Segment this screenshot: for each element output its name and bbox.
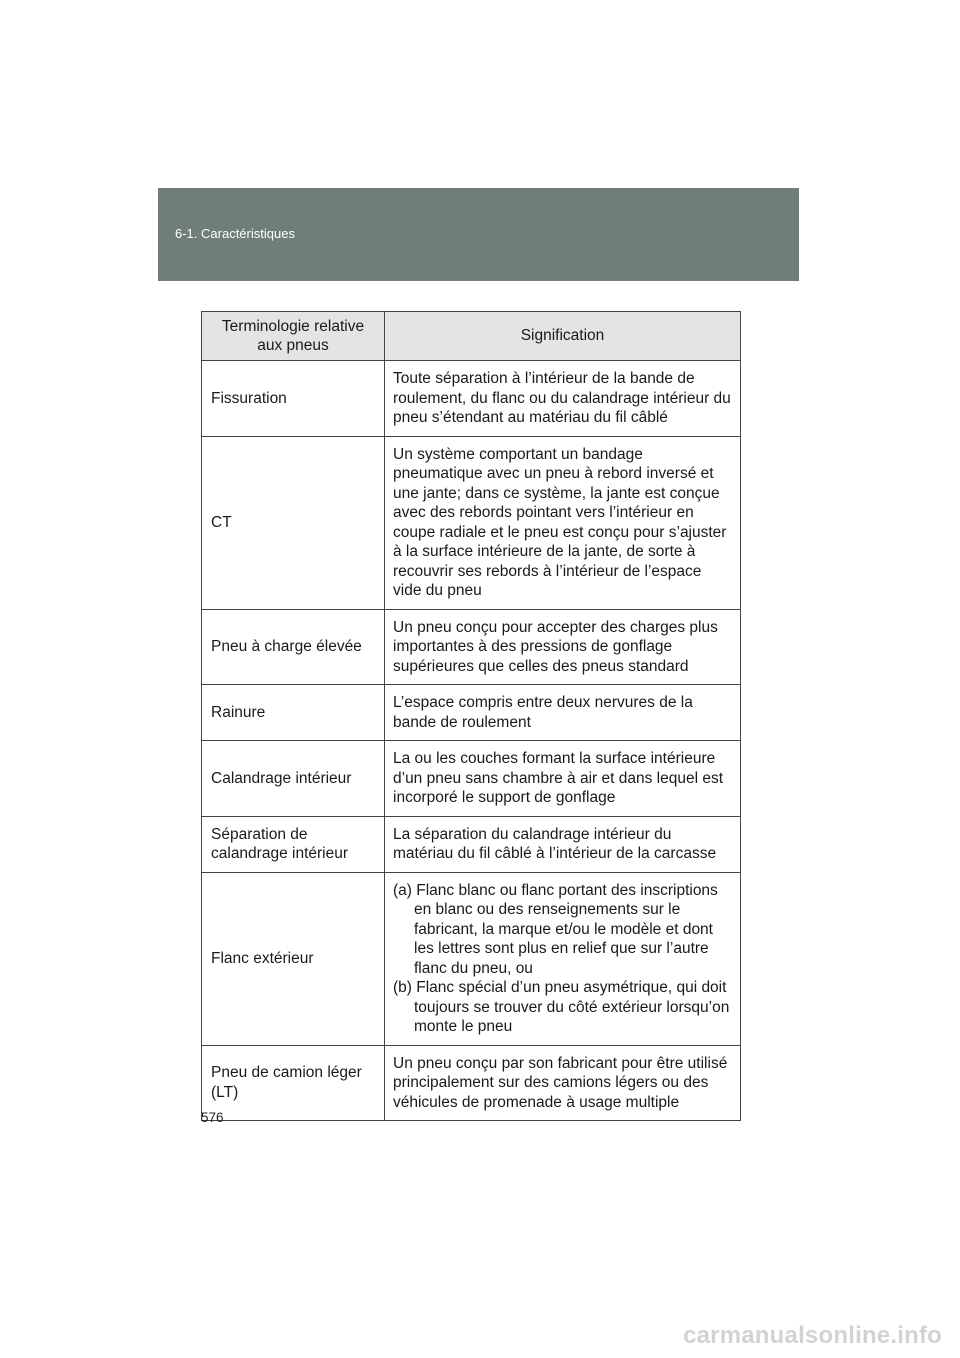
meaning-cell: Un pneu conçu pour accepter des charges plus importantes à des pressions de gonflage supérieures que celles des pneus standard (385, 609, 741, 685)
meaning-cell: Un système comportant un bandage pneumatique avec un pneu à rebord inversé et une jante; dans ce système, la jante est conçue avec des rebords pointant vers l’intérieur en coupe radiale et le pneu est conçu pour s’ajuster à la surface intérieure de la jante, de sorte à recouvrir ses rebords à l’intérieur de l’espace vide du pneu (385, 436, 741, 609)
table-row (202, 609, 741, 685)
term-cell: CT (202, 436, 385, 609)
table-row (202, 685, 741, 741)
tire-terminology-table (201, 311, 741, 1121)
term-cell: Pneu à charge élevée (202, 609, 385, 685)
section-header-band (158, 188, 799, 281)
meaning-cell: La ou les couches formant la surface intérieure d’un pneu sans chambre à air et dans lequel est incorporé le support de gonflage (385, 741, 741, 817)
meaning-cell (385, 872, 741, 1045)
table-row (202, 872, 741, 1045)
table-row (202, 436, 741, 609)
term-cell: Flanc extérieur (202, 872, 385, 1045)
table-row (202, 816, 741, 872)
term-cell: Rainure (202, 685, 385, 741)
meaning-cell: Toute séparation à l’intérieur de la bande de roulement, du flanc ou du calandrage intérieur du pneu s’étendant au matériau du fil câblé (385, 361, 741, 437)
column-header-term: Terminologie relative aux pneus (202, 312, 385, 361)
table-row (202, 741, 741, 817)
table-row (202, 361, 741, 437)
term-cell: Calandrage intérieur (202, 741, 385, 817)
meaning-item-b: (b) Flanc spécial d’un pneu asymétrique, qui doit toujours se trouver du côté extérieur lorsqu’on monte le pneu (393, 979, 730, 1035)
meaning-cell: L’espace compris entre deux nervures de la bande de roulement (385, 685, 741, 741)
column-header-meaning: Signification (385, 312, 741, 361)
term-cell: Fissuration (202, 361, 385, 437)
section-title: 6-1. Caractéristiques (175, 226, 295, 241)
term-cell: Séparation de calandrage intérieur (202, 816, 385, 872)
term-cell: Pneu de camion léger (LT) (202, 1045, 385, 1121)
meaning-cell: Un pneu conçu par son fabricant pour être utilisé principalement sur des camions légers ou des véhicules de promenade à usage multiple (385, 1045, 741, 1121)
table-row (202, 1045, 741, 1121)
page-number: 576 (201, 1110, 224, 1125)
meaning-cell: La séparation du calandrage intérieur du matériau du fil câblé à l’intérieur de la carcasse (385, 816, 741, 872)
meaning-item-a: (a) Flanc blanc ou flanc portant des inscriptions en blanc ou des renseignements sur le fabricant, la marque et/ou le modèle et dont les lettres sont plus en relief que sur l’autre flanc du pneu, ou (393, 881, 718, 977)
watermark-logo: carmanualsonline.info (683, 1322, 942, 1349)
table-header-row (202, 312, 741, 361)
